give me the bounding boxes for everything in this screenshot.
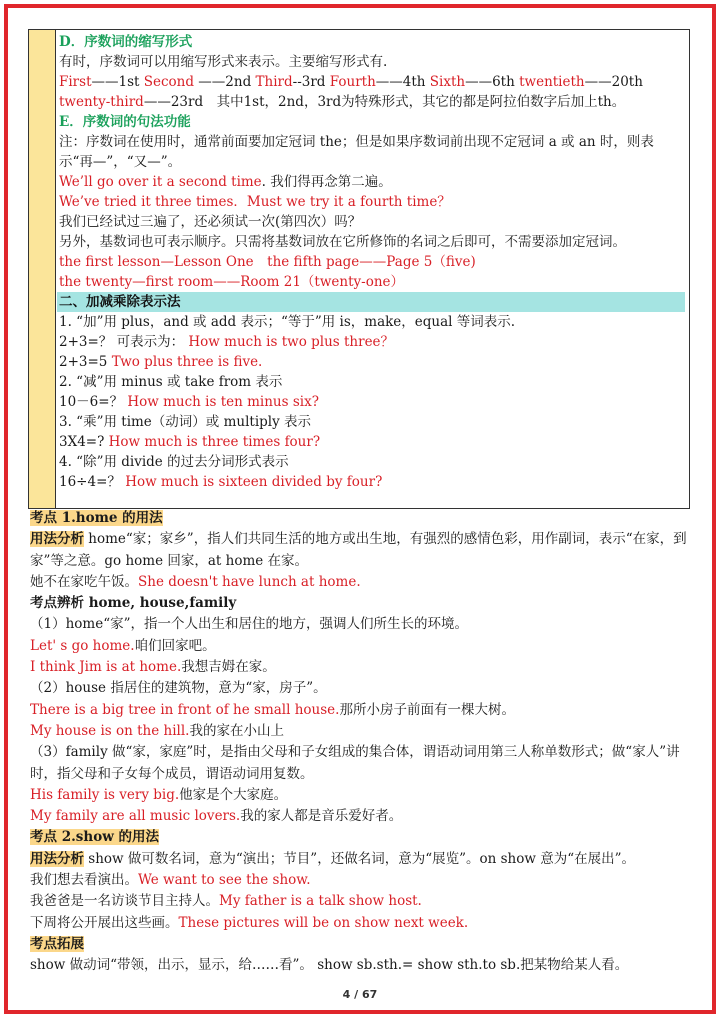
box-content <box>59 32 685 492</box>
s2-line-7 <box>59 432 685 452</box>
point-1-example-en: She doesn't have lunch at home. <box>138 573 361 590</box>
point-1-example <box>30 572 696 593</box>
home-example-1-cn: 咱们回家吧。 <box>134 637 216 654</box>
d-example-2-red: twenty-third <box>59 94 144 110</box>
side-stripe <box>29 30 56 508</box>
s2-line-6: 3. “乘”用 time（动词）或 multiply 表示 <box>59 414 312 430</box>
s2-line-8: 4. “除”用 divide 的过去分词形式表示 <box>59 454 289 470</box>
home-definition: （1）home“家”，指一个人出生和居住的地方，强调人们所生长的环境。 <box>30 616 469 633</box>
s2-line-9-en: How much is sixteen divided by four? <box>125 474 383 490</box>
ordinal-abbr: ——20th <box>584 74 643 90</box>
house-example-2-en: My house is on the hill. <box>30 722 190 739</box>
point-1-analysis-label: 用法分析 <box>30 531 84 548</box>
point-1-compare-title: 考点辨析 home, house,family <box>30 595 237 612</box>
house-example-2-cn: 我的家在小山上 <box>189 722 284 739</box>
section-2-heading: 二、加减乘除表示法 <box>57 292 685 312</box>
ordinal-word: Sixth <box>429 74 466 90</box>
e-note-2: 另外，基数词也可表示顺序。只需将基数词放在它所修饰的名词之后即可，不需要添加定冠词。 <box>59 234 626 250</box>
show-example-1-cn: 我们想去看演出。 <box>30 872 138 889</box>
point-2-analysis-label: 用法分析 <box>30 850 84 867</box>
e-note: 注：序数词在使用时，通常前面要加定冠词 the；但是如果序数词前出现不定冠词 a 或 an 时，则表示“再—”，“又—”。 <box>59 134 654 170</box>
point-1-title-line <box>30 508 696 529</box>
e-example-3: the first lesson—Lesson One the fifth page——Page 5（five) <box>59 254 476 270</box>
point-1-analysis-text: home“家；家乡”，指人们共同生活的地方或出生地，有强烈的感情色彩，用作副词，表示“在家，到家”等之意。go home 回家，at home 在家。 <box>30 531 687 569</box>
s2-line-5 <box>59 392 685 412</box>
heading-d: D．序数词的缩写形式 <box>59 34 193 50</box>
ordinal-abbr: ——6th <box>465 74 520 90</box>
content-box <box>28 29 690 509</box>
ordinal-abbr: ——4th <box>375 74 430 90</box>
show-example-2-en: My father is a talk show host. <box>219 893 422 910</box>
house-example-1 <box>30 700 696 721</box>
point-2-title-line <box>30 827 696 848</box>
d-example-1 <box>59 72 685 92</box>
family-example-2-cn: 我的家人都是音乐爱好者。 <box>240 808 403 825</box>
family-example-2-en: My family are all music lovers. <box>30 808 241 825</box>
main-notes <box>30 508 696 977</box>
d-example-2-rest: ——23rd 其中1st，2nd，3rd为特殊形式，其它的都是阿拉伯数字后加上th。 <box>143 94 626 110</box>
s2-line-9 <box>59 472 685 492</box>
heading-e: E．序数词的句法功能 <box>59 114 191 130</box>
show-example-1-en: We want to see the show. <box>138 872 311 889</box>
show-example-3 <box>30 913 696 934</box>
e-example-4: the twenty—first room——Room 21（twenty-one） <box>59 274 405 290</box>
ordinal-word: First <box>59 74 92 90</box>
d-text: 有时，序数词可以用缩写形式来表示。主要缩写形式有. <box>59 54 388 70</box>
family-example-1-cn: 他家是个大家庭。 <box>179 786 288 803</box>
s2-line-2-en: How much is two plus three？ <box>188 334 395 350</box>
home-example-1-en: Let' s go home. <box>30 637 135 654</box>
point-2-extension-title-line <box>30 934 696 955</box>
s2-line-5-en: How much is ten minus six? <box>127 394 319 410</box>
house-example-2 <box>30 721 696 742</box>
s2-line-9-eq: 16÷4=？ <box>59 474 126 490</box>
e-example-1-en: We’ll go over it a second time <box>59 174 262 190</box>
s2-line-2-cn: 2+3=？ 可表示为： <box>59 334 185 350</box>
show-example-2 <box>30 891 696 912</box>
e-example-1-cn: . 我们得再念第二遍。 <box>261 174 392 190</box>
e-example-2-cn: 我们已经试过三遍了，还必须试一次(第四次）吗？ <box>59 214 362 230</box>
point-1-example-cn: 她不在家吃午饭。 <box>30 573 138 590</box>
s2-line-7-en: How much is three times four? <box>108 434 321 450</box>
ordinal-word: twentieth <box>519 74 585 90</box>
e-example-2: We’ve tried it three times．Must we try it a fourth time？ <box>59 194 451 210</box>
s2-line-3 <box>59 352 685 372</box>
s2-line-4: 2. “减”用 minus 或 take from 表示 <box>59 374 283 390</box>
ordinal-abbr: ——1st <box>91 74 144 90</box>
ordinal-abbr: ——2nd <box>194 74 256 90</box>
ordinal-word: Fourth <box>329 74 376 90</box>
home-example-1 <box>30 636 696 657</box>
home-example-2-cn: 我想吉姆在家。 <box>181 659 276 676</box>
s2-line-7-eq: 3X4=? <box>59 434 109 450</box>
family-example-1 <box>30 785 696 806</box>
house-example-1-en: There is a big tree in front of he small house. <box>30 701 340 718</box>
point-1-analysis <box>30 529 696 572</box>
home-example-2 <box>30 657 696 678</box>
home-example-2-en: I think Jim is at home. <box>30 659 182 676</box>
e-example-1 <box>59 172 685 192</box>
family-example-2 <box>30 806 696 827</box>
show-example-1 <box>30 870 696 891</box>
family-definition: （3）family 做“家，家庭”时，是指由父母和子女组成的集合体，谓语动词用第三人称单数形式；做“家人”讲时，指父母和子女每个成员，谓语动词用复数。 <box>30 744 680 782</box>
ordinal-abbr: --3rd <box>292 74 330 90</box>
show-example-3-cn: 下周将公开展出这些画。 <box>30 914 179 931</box>
family-example-1-en: His family is very big. <box>30 786 180 803</box>
s2-line-3-eq: 2+3=5 <box>59 354 112 370</box>
point-2-title: 考点 2.show 的用法 <box>30 829 160 846</box>
show-example-2-cn: 我爸爸是一名访谈节目主持人。 <box>30 893 219 910</box>
ordinal-word: Second <box>143 74 194 90</box>
s2-line-3-en: Two plus three is five. <box>111 354 263 370</box>
show-example-3-en: These pictures will be on show next week. <box>178 914 469 931</box>
point-2-analysis <box>30 849 696 870</box>
point-1-title: 考点 1.home 的用法 <box>30 510 163 526</box>
point-2-analysis-text: show 做可数名词，意为“演出；节目”，还做名词，意为“展览”。on show 意为“在展出”。 <box>84 850 636 867</box>
page-number: 4 / 67 <box>342 988 378 1001</box>
point-2-extension-text: show 做动词“带领，出示，显示，给……看”。 show sb.sth.= show sth.to sb.把某物给某人看。 <box>30 957 629 974</box>
s2-line-2 <box>59 332 685 352</box>
d-example-2 <box>59 92 685 112</box>
s2-line-5-eq: 10－6=？ <box>59 394 128 410</box>
s2-line-1: 1. “加”用 plus，and 或 add 表示；“等于”用 is，make，equal 等词表示. <box>59 314 516 330</box>
point-2-extension-title: 考点拓展 <box>30 935 84 952</box>
house-example-1-cn: 那所小房子前面有一棵大树。 <box>339 701 515 718</box>
house-definition: （2）house 指居住的建筑物，意为“家，房子”。 <box>30 680 327 697</box>
ordinal-word: Third <box>255 74 293 90</box>
